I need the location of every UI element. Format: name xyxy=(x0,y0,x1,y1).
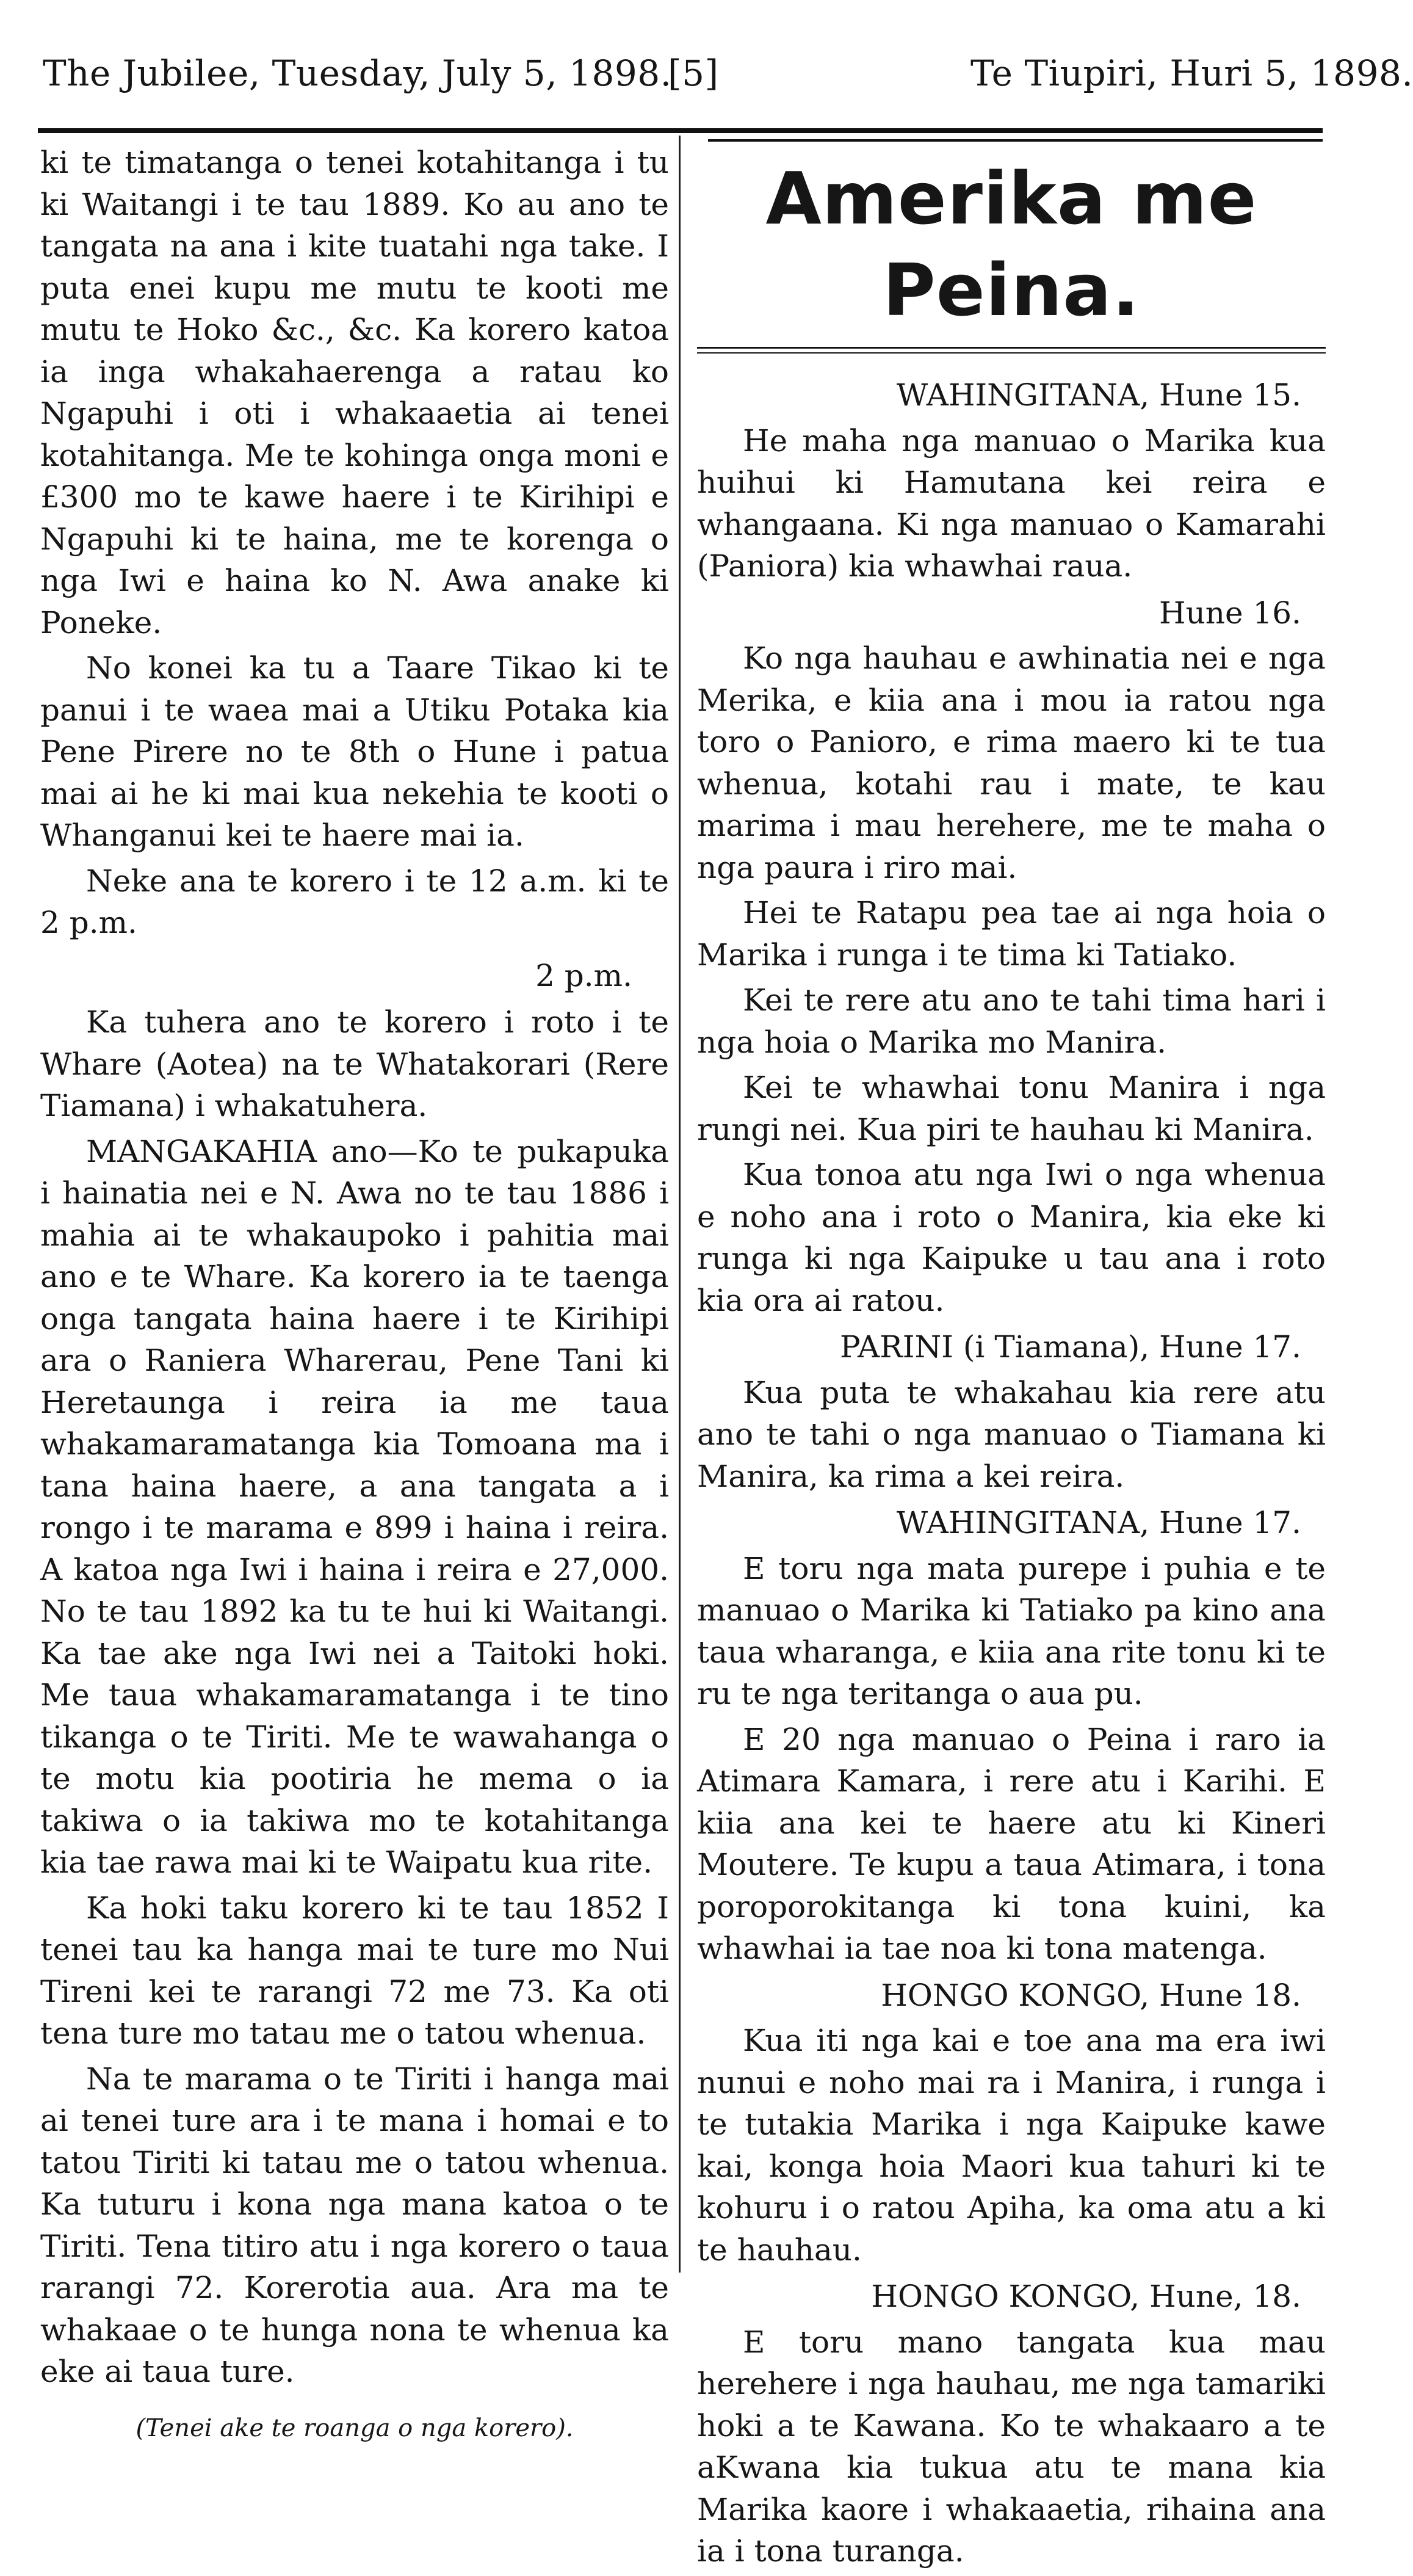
article-paragraph: Neke ana te korero i te 12 a.m. ki te 2 p.m. xyxy=(40,863,669,940)
news-paragraph: E 20 nga manuao o Peina i raro ia Atimara Kamara, i rere atu i Karihi. E kiia ana kei te haere atu ki Kineri Moutere. Te kupu a taua Atimara, i tona poroporokitanga ki tona kuini, ka whawhai ia tae noa ki tona matenga. xyxy=(697,1721,1326,1966)
news-paragraph: E toru nga mata purepe i puhia e te manuao o Marika ki Tatiako pa kino ana taua wharanga, e kiia ana rite tonu ki te ru te nga teritanga o aua pu. xyxy=(697,1550,1326,1711)
dateline: HONGO KONGO, Hune, 18. xyxy=(871,2279,1301,2314)
article-paragraph: No konei ka tu a Taare Tikao ki te panui i te waea mai a Utiku Potaka kia Pene Pirere no te 8th o Hune i patua mai ai he ki mai kua nekehia te kooti o Whanganui kei te haere mai ia. xyxy=(40,650,669,853)
article-paragraph: Ka hoki taku korero ki te tau 1852 I tenei tau ka hanga mai te ture mo Nui Tireni kei te rarangi 72 me 73. Ka oti tena ture mo tatau me o tatou whenua. xyxy=(40,1890,669,2051)
header-left-title: The Jubilee, Tuesday, July 5, 1898. xyxy=(43,53,672,94)
left-column xyxy=(40,142,669,2453)
news-paragraph: Kei te whawhai tonu Manira i nga rungi nei. Kua piri te hauhau ki Manira. xyxy=(697,1070,1326,1147)
right-column xyxy=(697,142,1326,2576)
page-number: [5] xyxy=(668,53,719,94)
news-paragraph: Kua puta te whakahau kia rere atu ano te tahi o nga manuao o Tiamana ki Manira, ka rima a kei reira. xyxy=(697,1374,1326,1494)
dateline: WAHINGITANA, Hune 17. xyxy=(896,1505,1301,1540)
article-paragraph: MANGAKAHIA ano—Ko te pukapuka i hainatia nei e N. Awa no te tau 1886 i mahia ai te whakaupoko i pahitia mai ano e te Whare. Ka korero ia te taenga onga tangata haina haere i te Kirihipi ara o Raniera Wharerau, Pene Tani ki Heretaunga i reira ia me taua whakamaramatanga kia Tomoana ma i tana haina haere, a ana tangata a i rongo i te marama e 899 i haina i reira. A katoa nga Iwi i haina i reira e 27,000. No te tau 1892 ka tu te hui ki Waitangi. Ka tae ake nga Iwi nei a Taitoki hoki. Me taua whakamaramatanga i te tino tikanga o te Tiriti. Me te wawahanga o te motu kia pootiria he mema o ia takiwa o ia takiwa mo te kotahitanga kia tae rawa mai ki te Waipatu kua rite. xyxy=(40,1133,669,1880)
dateline: HONGO KONGO, Hune 18. xyxy=(881,1977,1301,2013)
continued-caption: (Tenei ake te roanga o nga korero). xyxy=(136,2414,574,2442)
news-paragraph: He maha nga manuao o Marika kua huihui ki Hamutana kei reira e whangaana. Ki nga manuao o Kamarahi (Paniora) kia whawhai raua. xyxy=(697,423,1326,584)
title-rule xyxy=(697,347,1326,349)
article-title: Amerika me Peina. xyxy=(765,156,1257,332)
dateline: PARINI (i Tiamana), Hune 17. xyxy=(839,1329,1301,1365)
title-rule-secondary xyxy=(697,352,1326,354)
dateline: WAHINGITANA, Hune 15. xyxy=(896,377,1301,413)
news-paragraph: Hei te Ratapu pea tae ai nga hoia o Marika i runga i te tima ki Tatiako. xyxy=(697,895,1326,973)
header-rule xyxy=(38,128,1323,133)
news-paragraph: E toru mano tangata kua mau herehere i nga hauhau, me nga tamariki hoki a te Kawana. Ko te whakaaro a te aKwana kia tukua atu te mana kia Marika kaore i whakaaetia, rihaina ana ia i tona turanga. xyxy=(697,2324,1326,2569)
news-paragraph: Ko nga hauhau e awhinatia nei e nga Merika, e kiia ana i mou ia ratou nga toro o Panioro, e rima maero ki te tua whenua, kotahi rau i mate, te kau marima i mau herehere, me te maha o nga paura i riro mai. xyxy=(697,640,1326,885)
article-paragraph: Ka tuhera ano te korero i roto i te Whare (Aotea) na te Whatakorari (Rere Tiamana) i whakatuhera. xyxy=(40,1004,669,1123)
column-divider xyxy=(679,136,681,2273)
news-paragraph: Kua tonoa atu nga Iwi o nga whenua e noho ana i roto o Manira, kia eke ki runga ki nga Kaipuke u tau ana i roto kia ora ai ratou. xyxy=(697,1157,1326,1318)
article-paragraph: ki te timatanga o tenei kotahitanga i tu ki Waitangi i te tau 1889. Ko au ano te tangata na ana i kite tuatahi nga take. I puta enei kupu me mutu te kooti me mutu te Hoko &c., &c. Ka korero katoa ia inga whakahaerenga a ratau ko Ngapuhi i oti i whakaaetia ai tenei kotahitanga. Me te kohinga onga moni e £300 mo te kawe haere i te Kirihipi e Ngapuhi ki te haina, me te korenga o nga Iwi e haina ko N. Awa anake ki Poneke. xyxy=(40,145,669,640)
news-paragraph: Kua iti nga kai e toe ana ma era iwi nunui e noho mai ra i Manira, i runga i te tutakia Marika i nga Kaipuke kawe kai, konga hoia Maori kua tahuri ki te kohuru i o ratou Apiha, ka oma atu a ki te hauhau. xyxy=(697,2023,1326,2268)
article-paragraph: Na te marama o te Tiriti i hanga mai ai tenei ture ara i te mana i homai e to tatou Tiriti ki tatau me o tatou whenua. Ka tuturu i kona nga mana katoa o te Tiriti. Tena titiro atu i nga korero o taua rarangi 72. Korerotia aua. Ara ma te whakaae o te hunga nona te whenua ka eke ai taua ture. xyxy=(40,2061,669,2389)
dateline: Hune 16. xyxy=(1158,595,1301,631)
news-paragraph: Kei te rere atu ano te tahi tima hari i nga hoia o Marika mo Manira. xyxy=(697,982,1326,1060)
time-label: 2 p.m. xyxy=(535,957,632,993)
header-right-title: Te Tiupiri, Huri 5, 1898. xyxy=(970,53,1413,94)
